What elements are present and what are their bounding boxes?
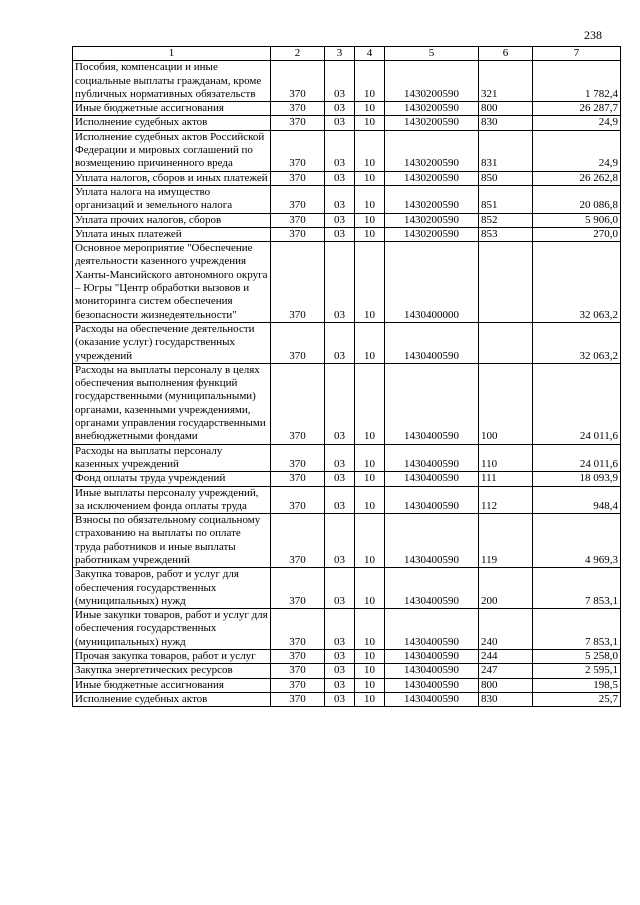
section-code: 03 (325, 102, 355, 116)
department-code: 370 (271, 472, 325, 486)
item-name: Иные закупки товаров, работ и услуг для обеспечения государственных (муниципальных) нужд (73, 609, 271, 650)
department-code: 370 (271, 678, 325, 692)
expense-type-code: 110 (479, 444, 533, 472)
department-code: 370 (271, 568, 325, 609)
department-code: 370 (271, 213, 325, 227)
budget-table (72, 46, 621, 707)
target-article-code: 1430400000 (385, 242, 479, 323)
item-name: Основное мероприятие "Обеспечение деятельности казенного учреждения Ханты-Мансийского автономного округа – Югры "Центр обработки вызовов и мониторинга систем обеспечения безопасности жизнедеятельности" (73, 242, 271, 323)
expense-type-code: 850 (479, 171, 533, 185)
item-name: Фонд оплаты труда учреждений (73, 472, 271, 486)
section-code: 03 (325, 185, 355, 213)
header-cell: 2 (271, 47, 325, 61)
department-code: 370 (271, 116, 325, 130)
amount: 5 258,0 (533, 650, 621, 664)
target-article-code: 1430200590 (385, 227, 479, 241)
subsection-code: 10 (355, 664, 385, 678)
amount: 7 853,1 (533, 568, 621, 609)
section-code: 03 (325, 692, 355, 706)
amount: 26 287,7 (533, 102, 621, 116)
department-code: 370 (271, 444, 325, 472)
section-code: 03 (325, 609, 355, 650)
expense-type-code: 321 (479, 61, 533, 102)
department-code: 370 (271, 486, 325, 514)
table-row (73, 692, 621, 706)
target-article-code: 1430400590 (385, 650, 479, 664)
amount: 24,9 (533, 130, 621, 171)
target-article-code: 1430400590 (385, 444, 479, 472)
section-code: 03 (325, 678, 355, 692)
target-article-code: 1430200590 (385, 61, 479, 102)
section-code: 03 (325, 130, 355, 171)
subsection-code: 10 (355, 102, 385, 116)
target-article-code: 1430200590 (385, 171, 479, 185)
amount: 7 853,1 (533, 609, 621, 650)
target-article-code: 1430400590 (385, 472, 479, 486)
target-article-code: 1430200590 (385, 116, 479, 130)
table-row (73, 678, 621, 692)
subsection-code: 10 (355, 514, 385, 568)
expense-type-code: 800 (479, 102, 533, 116)
subsection-code: 10 (355, 444, 385, 472)
expense-type-code: 240 (479, 609, 533, 650)
item-name: Иные выплаты персоналу учреждений, за исключением фонда оплаты труда (73, 486, 271, 514)
amount: 5 906,0 (533, 213, 621, 227)
subsection-code: 10 (355, 171, 385, 185)
subsection-code: 10 (355, 692, 385, 706)
table-row (73, 171, 621, 185)
table-row (73, 514, 621, 568)
amount: 26 262,8 (533, 171, 621, 185)
item-name: Уплата иных платежей (73, 227, 271, 241)
amount: 32 063,2 (533, 242, 621, 323)
table-row (73, 116, 621, 130)
table-row (73, 568, 621, 609)
page-number: 238 (584, 28, 602, 42)
target-article-code: 1430400590 (385, 514, 479, 568)
header-cell: 3 (325, 47, 355, 61)
subsection-code: 10 (355, 363, 385, 444)
expense-type-code: 831 (479, 130, 533, 171)
amount: 18 093,9 (533, 472, 621, 486)
amount: 20 086,8 (533, 185, 621, 213)
table-row (73, 61, 621, 102)
item-name: Расходы на обеспечение деятельности (оказание услуг) государственных учреждений (73, 322, 271, 363)
item-name: Расходы на выплаты персоналу казенных учреждений (73, 444, 271, 472)
item-name: Уплата налога на имущество организаций и земельного налога (73, 185, 271, 213)
item-name: Прочая закупка товаров, работ и услуг (73, 650, 271, 664)
amount: 24 011,6 (533, 363, 621, 444)
expense-type-code (479, 242, 533, 323)
department-code: 370 (271, 692, 325, 706)
section-code: 03 (325, 171, 355, 185)
section-code: 03 (325, 227, 355, 241)
subsection-code: 10 (355, 486, 385, 514)
table-row (73, 472, 621, 486)
target-article-code: 1430200590 (385, 185, 479, 213)
amount: 2 595,1 (533, 664, 621, 678)
expense-type-code: 853 (479, 227, 533, 241)
expense-type-code: 100 (479, 363, 533, 444)
department-code: 370 (271, 171, 325, 185)
target-article-code: 1430400590 (385, 692, 479, 706)
section-code: 03 (325, 61, 355, 102)
table-row (73, 322, 621, 363)
section-code: 03 (325, 242, 355, 323)
department-code: 370 (271, 242, 325, 323)
item-name: Исполнение судебных актов Российской Федерации и мировых соглашений по возмещению причиненного вреда (73, 130, 271, 171)
subsection-code: 10 (355, 61, 385, 102)
target-article-code: 1430200590 (385, 130, 479, 171)
subsection-code: 10 (355, 568, 385, 609)
subsection-code: 10 (355, 472, 385, 486)
expense-type-code: 800 (479, 678, 533, 692)
section-code: 03 (325, 322, 355, 363)
target-article-code: 1430200590 (385, 102, 479, 116)
expense-type-code: 851 (479, 185, 533, 213)
table-row (73, 664, 621, 678)
subsection-code: 10 (355, 130, 385, 171)
section-code: 03 (325, 514, 355, 568)
section-code: 03 (325, 472, 355, 486)
item-name: Закупка энергетических ресурсов (73, 664, 271, 678)
amount: 270,0 (533, 227, 621, 241)
table-row (73, 444, 621, 472)
department-code: 370 (271, 609, 325, 650)
department-code: 370 (271, 363, 325, 444)
table-row (73, 102, 621, 116)
subsection-code: 10 (355, 116, 385, 130)
department-code: 370 (271, 322, 325, 363)
table-row (73, 227, 621, 241)
subsection-code: 10 (355, 322, 385, 363)
section-code: 03 (325, 444, 355, 472)
department-code: 370 (271, 185, 325, 213)
subsection-code: 10 (355, 242, 385, 323)
subsection-code: 10 (355, 650, 385, 664)
expense-type-code: 111 (479, 472, 533, 486)
table-row (73, 213, 621, 227)
expense-type-code: 119 (479, 514, 533, 568)
section-code: 03 (325, 486, 355, 514)
expense-type-code: 852 (479, 213, 533, 227)
target-article-code: 1430400590 (385, 568, 479, 609)
target-article-code: 1430400590 (385, 322, 479, 363)
subsection-code: 10 (355, 227, 385, 241)
target-article-code: 1430400590 (385, 486, 479, 514)
department-code: 370 (271, 227, 325, 241)
subsection-code: 10 (355, 609, 385, 650)
section-code: 03 (325, 664, 355, 678)
department-code: 370 (271, 650, 325, 664)
department-code: 370 (271, 102, 325, 116)
expense-type-code (479, 322, 533, 363)
header-cell: 5 (385, 47, 479, 61)
header-cell: 7 (533, 47, 621, 61)
item-name: Закупка товаров, работ и услуг для обеспечения государственных (муниципальных) нужд (73, 568, 271, 609)
expense-type-code: 830 (479, 692, 533, 706)
department-code: 370 (271, 130, 325, 171)
subsection-code: 10 (355, 678, 385, 692)
table-row (73, 363, 621, 444)
target-article-code: 1430400590 (385, 678, 479, 692)
amount: 32 063,2 (533, 322, 621, 363)
item-name: Уплата налогов, сборов и иных платежей (73, 171, 271, 185)
table-row (73, 486, 621, 514)
section-code: 03 (325, 568, 355, 609)
item-name: Взносы по обязательному социальному страхованию на выплаты по оплате труда работников и иные выплаты работникам учреждений (73, 514, 271, 568)
table-row (73, 185, 621, 213)
department-code: 370 (271, 664, 325, 678)
table-body (73, 47, 621, 707)
section-code: 03 (325, 363, 355, 444)
amount: 4 969,3 (533, 514, 621, 568)
target-article-code: 1430400590 (385, 609, 479, 650)
amount: 24,9 (533, 116, 621, 130)
table-row (73, 130, 621, 171)
section-code: 03 (325, 213, 355, 227)
department-code: 370 (271, 61, 325, 102)
expense-type-code: 830 (479, 116, 533, 130)
expense-type-code: 200 (479, 568, 533, 609)
item-name: Расходы на выплаты персоналу в целях обеспечения выполнения функций государственными (муниципальными) органами, казенными учреждениями, органами управления государственными внебюджетными фондами (73, 363, 271, 444)
table-row (73, 609, 621, 650)
item-name: Исполнение судебных актов (73, 116, 271, 130)
section-code: 03 (325, 116, 355, 130)
amount: 25,7 (533, 692, 621, 706)
header-cell: 4 (355, 47, 385, 61)
target-article-code: 1430200590 (385, 213, 479, 227)
item-name: Пособия, компенсации и иные социальные выплаты гражданам, кроме публичных нормативных обязательств (73, 61, 271, 102)
item-name: Иные бюджетные ассигнования (73, 102, 271, 116)
department-code: 370 (271, 514, 325, 568)
target-article-code: 1430400590 (385, 363, 479, 444)
item-name: Уплата прочих налогов, сборов (73, 213, 271, 227)
expense-type-code: 112 (479, 486, 533, 514)
table-row (73, 242, 621, 323)
amount: 1 782,4 (533, 61, 621, 102)
table-header-row (73, 47, 621, 61)
item-name: Исполнение судебных актов (73, 692, 271, 706)
header-cell: 6 (479, 47, 533, 61)
amount: 198,5 (533, 678, 621, 692)
expense-type-code: 244 (479, 650, 533, 664)
section-code: 03 (325, 650, 355, 664)
amount: 24 011,6 (533, 444, 621, 472)
expense-type-code: 247 (479, 664, 533, 678)
amount: 948,4 (533, 486, 621, 514)
subsection-code: 10 (355, 185, 385, 213)
subsection-code: 10 (355, 213, 385, 227)
header-cell: 1 (73, 47, 271, 61)
table-row (73, 650, 621, 664)
target-article-code: 1430400590 (385, 664, 479, 678)
item-name: Иные бюджетные ассигнования (73, 678, 271, 692)
